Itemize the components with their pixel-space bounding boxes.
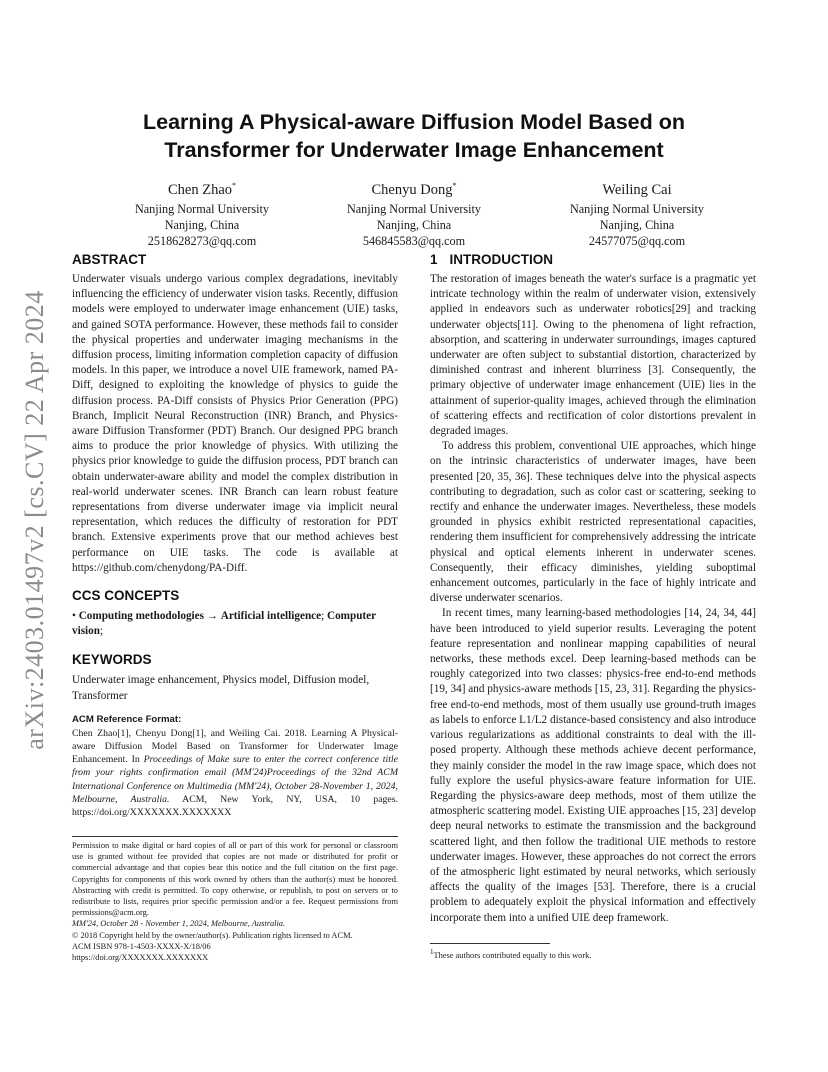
author-mark: * [452, 181, 457, 190]
author-affiliation: Nanjing Normal University [346, 201, 482, 216]
ccs-heading: CCS CONCEPTS [72, 588, 180, 604]
footnote-mark: 1 [430, 948, 434, 956]
left-column [72, 252, 398, 819]
author-email[interactable]: 24577075@qq.com [588, 234, 686, 249]
footnote-text [430, 947, 756, 961]
permission-venue: MM'24, October 28 - November 1, 2024, Melbourne, Australia. [72, 919, 286, 929]
author-name: Chenyu Dong [371, 181, 453, 198]
ccs-item-cv: Computer vision [72, 610, 376, 638]
permission-block [72, 836, 398, 963]
author-affiliation: Nanjing Normal University [569, 201, 705, 216]
footnote-content: These authors contributed equally to this work. [433, 950, 592, 960]
acm-reference-proceedings: Proceedings of Make sure to enter the correct conference title from your rights confirmation email (MM'24)Proceedings of the 32nd ACM International Conference on Multimedia (MM'24), October 28-November 1, 2024, Melbourne, Australia. [72, 754, 398, 805]
ccs-bullet: • [72, 610, 76, 623]
abstract-text: Underwater visuals undergo various complex degradations, inevitably influencing the efficiency of underwater vision tasks. Recently, diffusion models were employed to underwater image enhancement (UIE) tasks, and gained SOTA performance. However, these methods fail to consider the physical properties and underwater imaging mechanisms in the diffusion process, limiting information completion capacity of diffusion models. In this paper, we introduce a novel UIE framework, named PA-Diff, designed to exploiting the knowledge of physics to guide the diffusion process. PA-Diff consists of Physics Prior Generation (PPG) Branch, Implicit Neural Reconstruction (INR) Branch, and Physics-aware Diffusion Transformer (PDT) Branch. Our designed PPG branch aims to produce the prior knowledge of physics. With utilizing the physics prior knowledge to guide the diffusion process, PDT branch can obtain underwater-aware ability and model the complex distribution in real-world underwater scenes. INR Branch can learn robust feature representations from diverse underwater image via implicit neural representation, which reduces the difficulty of restoration for PDT branch. Extensive experiments prove that our method achieves best performance on UIE tasks. The code is available at https://github.com/chenydong/PA-Diff. [72, 273, 398, 574]
abstract-heading: ABSTRACT [72, 252, 147, 267]
author-location: Nanjing, China [599, 218, 675, 233]
author-email[interactable]: 546845583@qq.com [362, 234, 466, 249]
author-block-1 [97, 176, 307, 249]
permission-doi[interactable]: https://doi.org/XXXXXXX.XXXXXXX [72, 953, 209, 963]
ccs-concepts [72, 609, 398, 639]
ccs-item-computing: Computing methodologies [78, 610, 204, 623]
author-mark: * [232, 181, 237, 190]
ccs-arrow: → [203, 610, 221, 623]
intro-paragraph-3: In recent times, many learning-based methodologies [14, 24, 34, 44] have been introduced to yield superior results. Leveraging the potent feature representation and nonlinear mapping capabilities of neural networks, these methods excel. Deep learning-based methods can be roughly categorized into two classes: physics-free end-to-end methods [19, 34] and physics-aware methods [15, 23, 31]. Regarding the physics-free end-to-end methods, most of them usually use ground-truth images as labels to enforce L1/L2 distance-based consistency and also introduce various regularizations as additional constraints to deal with the ill-posed property. Although these methods achieve decent performance, they mainly consider the model in the raw image space, which does not fully explore the useful physics-aware feature information for UIE. Regarding the physics-aware deep methods, most of them utilize the atmospheric scattering model. Existing UIE approaches [15, 23] develop deep neural networks to estimate the transmission and the background scattered light, and then follow the traditional UIE methods to restore underwater images. However, these approaches do not correct the errors of the atmospheric light estimated by neural networks, which seriously affects the quality of the images [53]. Therefore, there is a crucial problem to adequately exploit the physical information and effectively incorporate them into a unified UIE deep framework. [430, 607, 756, 924]
author-location: Nanjing, China [164, 218, 240, 233]
author-affiliation: Nanjing Normal University [134, 201, 270, 216]
acm-reference-part2: ACM, New York, NY, USA, 10 pages. https://doi.org/XXXXXXX.XXXXXXX [72, 793, 398, 819]
footnote-block [430, 943, 756, 961]
permission-text: Permission to make digital or hard copies of all or part of this work for personal or classroom use is granted without fee provided that copies are not made or distributed for profit or commercial advantage and that copies bear this notice and the full citation on the first page. Copyrights for components of this work owned by others than the author(s) must be honored. Abstracting with credit is permitted. To copy otherwise, or republish, to post on servers or to redistribute to lists, requires prior specific permission and/or a fee. Request permissions from permissions@acm.org. [72, 841, 398, 918]
keywords-text: Underwater image enhancement, Physics model, Diffusion model, Transformer [72, 674, 370, 702]
paper-title [72, 108, 756, 164]
acm-reference-part1: Chen Zhao[1], Chenyu Dong[1], and Weiling Cai. 2018. Learning A Physical-aware Diffusion Model Based on Transformer for Underwater Image Enhancement. In [72, 727, 398, 766]
title-line-1: Learning A Physical-aware Diffusion Model Based on [143, 110, 685, 134]
author-location: Nanjing, China [376, 218, 452, 233]
author-email[interactable]: 2518628273@qq.com [147, 234, 257, 249]
arxiv-stamp-text: arXiv:2403.01497v2 [cs.CV] 22 Apr 2024 [20, 290, 49, 750]
acm-reference-text [72, 727, 398, 819]
introduction-heading [430, 252, 756, 268]
intro-paragraph-2: To address this problem, conventional UIE approaches, which hinge on the intrinsic characteristics of underwater images, have been presented [20, 35, 36]. These techniques delve into the physical aspects contributing to degradation, such as color cast or scattering, seeking to rectify and enhance the underwater images. Nevertheless, these models grounded in physics exhibit restricted representational capacities, rendering them insufficient for comprehensively addressing the intricate physical and optical elements inherent in underwater scenes. Consequently, their efficacy diminishes, yielding suboptimal enhancement outcomes, particularly in the face of highly intricate and diverse underwater scenarios. [430, 440, 756, 605]
ccs-item-ai: Artificial intelligence [220, 610, 322, 623]
author-block-3 [532, 176, 742, 249]
intro-paragraph-1: The restoration of images beneath the water's surface is a pragmatic yet intricate technology within the realm of underwater vision, extensively applied in endeavors such as underwater robotics[29] and tracking underwater objects[11]. Owing to the phenomena of light refraction, absorption, and scattering in underwater surroundings, images captured underwater are often subject to substantial distortion, characterized by diminished contrast and inherent blurriness [3]. Consequently, the primary objective of underwater image enhancement (UIE) lies in the attainment of superior-quality images, achieved through the elimination of scattering effects and rectification of color distortions prevalent in degraded images. [430, 273, 756, 438]
keywords-heading: KEYWORDS [72, 652, 152, 668]
permission-divider [72, 836, 398, 837]
section-title: INTRODUCTION [449, 252, 554, 267]
author-name: Weiling Cai [602, 181, 672, 198]
author-name: Chen Zhao [167, 181, 233, 198]
right-column [430, 252, 756, 926]
ccs-separator: ; [321, 610, 327, 623]
arxiv-stamp [10, 285, 60, 755]
footnote-divider [430, 943, 550, 944]
author-block-2 [309, 176, 519, 249]
section-number: 1 [430, 252, 438, 267]
permission-isbn: ACM ISBN 978-1-4503-XXXX-X/18/06 [72, 941, 211, 951]
permission-copyright: © 2018 Copyright held by the owner/author(s). Publication rights licensed to ACM. [72, 930, 353, 940]
acm-reference [72, 714, 398, 819]
ccs-end: ; [99, 625, 104, 638]
acm-reference-label: ACM Reference Format: [72, 713, 182, 725]
title-line-2: Transformer for Underwater Image Enhancement [164, 138, 664, 162]
